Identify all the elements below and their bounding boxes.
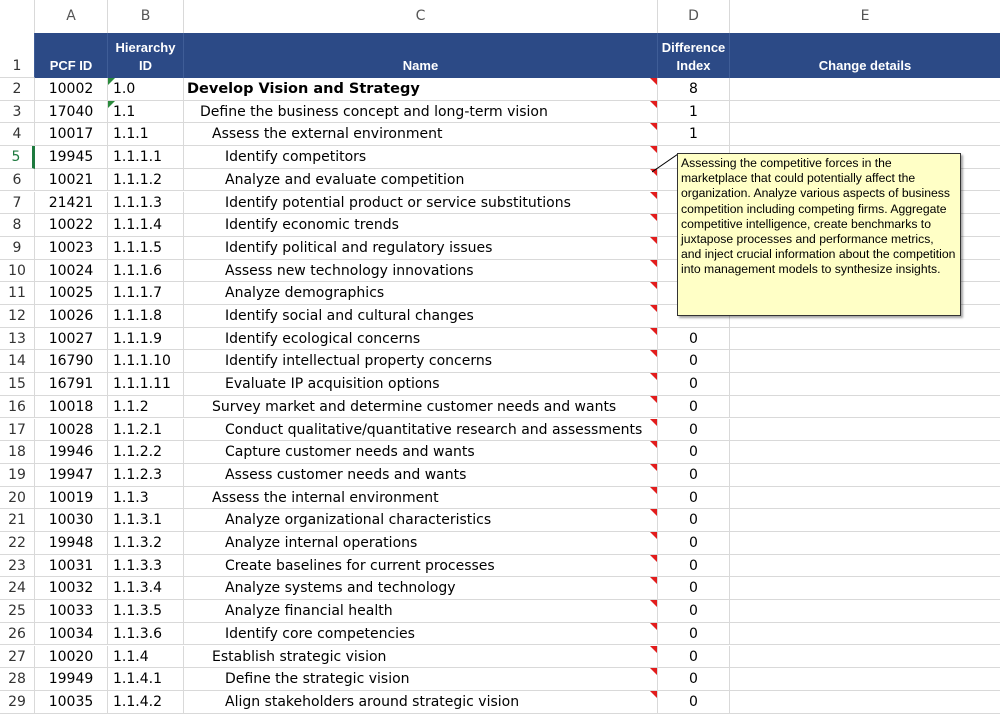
hierarchy-id-text: 1.1.3: [113, 489, 149, 506]
change-details-cell[interactable]: [730, 328, 1000, 351]
hierarchy-id-text: 1.1.1.2: [113, 171, 162, 188]
hierarchy-id-text: 1.1.3.2: [113, 535, 162, 551]
hierarchy-id-text: 1.1.1: [113, 126, 149, 143]
pcf-id-cell[interactable]: 10019: [35, 487, 108, 510]
hierarchy-id-cell[interactable]: [108, 282, 184, 305]
header-change-details[interactable]: Change details: [730, 33, 1000, 78]
comment-indicator-icon[interactable]: [650, 577, 657, 584]
name-text: Develop Vision and Strategy: [187, 81, 420, 97]
hierarchy-id-cell[interactable]: [108, 396, 184, 419]
table-row: [0, 464, 1000, 487]
row-number[interactable]: 18: [0, 441, 35, 464]
pcf-id-cell[interactable]: 19946: [35, 441, 108, 464]
select-all-corner[interactable]: [0, 0, 35, 33]
hierarchy-id-cell[interactable]: [108, 441, 184, 464]
hierarchy-id-text: 1.1.1.11: [113, 376, 171, 393]
name-cell[interactable]: [184, 282, 658, 305]
row-number[interactable]: 17: [0, 419, 35, 442]
table-row: [0, 555, 1000, 578]
name-cell[interactable]: [184, 260, 658, 283]
pcf-id-cell[interactable]: 10027: [35, 328, 108, 351]
row-number[interactable]: 12: [0, 305, 35, 328]
comment-indicator-icon[interactable]: [650, 192, 657, 199]
pcf-id-cell[interactable]: 10020: [35, 646, 108, 669]
pcf-id-cell[interactable]: 10031: [35, 555, 108, 578]
difference-index-cell[interactable]: 8: [658, 78, 730, 101]
row-number[interactable]: 4: [0, 123, 35, 146]
name-text: Identify political and regulatory issues: [225, 239, 493, 256]
comment-indicator-icon[interactable]: [650, 509, 657, 516]
name-cell[interactable]: [184, 123, 658, 146]
row-number[interactable]: 15: [0, 373, 35, 396]
row-number[interactable]: 27: [0, 646, 35, 669]
change-details-cell[interactable]: [730, 600, 1000, 623]
difference-index-cell[interactable]: 0: [658, 328, 730, 351]
pcf-id-cell[interactable]: 10032: [35, 577, 108, 600]
header-pcf-id[interactable]: PCF ID: [35, 33, 108, 78]
change-details-cell[interactable]: [730, 396, 1000, 419]
difference-index-cell[interactable]: 0: [658, 350, 730, 373]
hierarchy-id-text: 1.1.2.1: [113, 421, 162, 438]
comment-indicator-icon[interactable]: [650, 646, 657, 653]
name-text: Analyze organizational characteristics: [225, 512, 492, 529]
pcf-id-cell[interactable]: 10022: [35, 214, 108, 237]
table-row: [0, 123, 1000, 146]
hierarchy-id-text: 1.1.2.2: [113, 444, 162, 461]
row-number[interactable]: 22: [0, 532, 35, 555]
change-details-cell[interactable]: [730, 419, 1000, 442]
name-cell[interactable]: [184, 78, 658, 101]
name-cell[interactable]: [184, 441, 658, 464]
hierarchy-id-cell[interactable]: [108, 668, 184, 691]
change-details-cell[interactable]: [730, 78, 1000, 101]
pcf-id-cell[interactable]: 17040: [35, 101, 108, 124]
hierarchy-id-cell[interactable]: [108, 509, 184, 532]
pcf-id-cell[interactable]: 10017: [35, 123, 108, 146]
change-details-cell[interactable]: [730, 373, 1000, 396]
comment-indicator-icon[interactable]: [650, 396, 657, 403]
change-details-cell[interactable]: [730, 623, 1000, 646]
row-number[interactable]: 5: [0, 146, 35, 169]
change-details-cell[interactable]: [730, 123, 1000, 146]
name-text: Survey market and determine customer needs and wants: [212, 398, 617, 415]
difference-index-cell[interactable]: 1: [658, 101, 730, 124]
table-row: [0, 600, 1000, 623]
hierarchy-id-text: 1.1.4.1: [113, 671, 162, 688]
pcf-id-cell[interactable]: 10026: [35, 305, 108, 328]
hierarchy-id-text: 1.1.1.6: [113, 262, 162, 279]
hierarchy-id-cell[interactable]: [108, 464, 184, 487]
hierarchy-id-cell[interactable]: [108, 101, 184, 124]
name-text: Identify ecological concerns: [225, 330, 421, 347]
header-name[interactable]: Name: [184, 33, 658, 78]
row-number[interactable]: 13: [0, 328, 35, 351]
table-row: [0, 668, 1000, 691]
comment-indicator-icon[interactable]: [650, 78, 657, 85]
hierarchy-id-text: 1.1.3.3: [113, 557, 162, 574]
name-text: Analyze and evaluate competition: [225, 171, 465, 188]
name-text: Assess new technology innovations: [225, 262, 474, 279]
pcf-id-cell[interactable]: 21421: [35, 192, 108, 215]
change-details-cell[interactable]: [730, 487, 1000, 510]
comment-indicator-icon[interactable]: [650, 214, 657, 221]
comment-indicator-icon[interactable]: [650, 282, 657, 289]
name-text: Define the strategic vision: [225, 671, 410, 688]
name-text: Analyze internal operations: [225, 535, 418, 551]
name-cell[interactable]: [184, 623, 658, 646]
name-text: Assess customer needs and wants: [225, 466, 467, 483]
name-text: Conduct qualitative/quantitative research and assessments: [225, 421, 643, 438]
table-row: [0, 577, 1000, 600]
difference-index-cell[interactable]: 0: [658, 373, 730, 396]
hierarchy-id-cell[interactable]: [108, 646, 184, 669]
pcf-id-cell[interactable]: 10035: [35, 691, 108, 714]
difference-index-cell[interactable]: 0: [658, 464, 730, 487]
hierarchy-id-cell[interactable]: [108, 532, 184, 555]
difference-index-cell[interactable]: 0: [658, 532, 730, 555]
name-cell[interactable]: [184, 350, 658, 373]
change-details-cell[interactable]: [730, 668, 1000, 691]
comment-indicator-icon[interactable]: [650, 328, 657, 335]
table-row: [0, 691, 1000, 714]
pcf-id-cell[interactable]: 10021: [35, 169, 108, 192]
change-details-cell[interactable]: [730, 577, 1000, 600]
change-details-cell[interactable]: [730, 646, 1000, 669]
comment-indicator-icon[interactable]: [650, 668, 657, 675]
table-row: [0, 646, 1000, 669]
table-row: [0, 441, 1000, 464]
change-details-cell[interactable]: [730, 101, 1000, 124]
hierarchy-id-text: 1.1.1.5: [113, 239, 162, 256]
name-text: Analyze demographics: [225, 285, 385, 302]
pcf-id-cell[interactable]: 10025: [35, 282, 108, 305]
name-cell[interactable]: [184, 305, 658, 328]
difference-index-cell[interactable]: 0: [658, 487, 730, 510]
header-hierarchy-id[interactable]: Hierarchy ID: [108, 33, 184, 78]
row-number[interactable]: 10: [0, 260, 35, 283]
hierarchy-id-text: 1.1.3.1: [113, 512, 162, 529]
comment-indicator-icon[interactable]: [650, 691, 657, 698]
name-text: Align stakeholders around strategic vision: [225, 693, 520, 710]
hierarchy-id-cell[interactable]: [108, 260, 184, 283]
hierarchy-id-text: 1.1.1.7: [113, 285, 162, 302]
name-text: Identify competitors: [225, 149, 367, 166]
name-text: Define the business concept and long-term vision: [200, 103, 548, 120]
change-details-cell[interactable]: [730, 691, 1000, 714]
name-text: Identify social and cultural changes: [225, 308, 474, 324]
change-details-cell[interactable]: [730, 441, 1000, 464]
hierarchy-id-text: 1.1.1.4: [113, 217, 162, 234]
comment-indicator-icon[interactable]: [650, 419, 657, 426]
row-number[interactable]: 14: [0, 350, 35, 373]
hierarchy-id-text: 1.1.1.8: [113, 308, 162, 324]
table-row: [0, 419, 1000, 442]
comment-indicator-icon[interactable]: [650, 146, 657, 153]
pcf-id-cell[interactable]: 19947: [35, 464, 108, 487]
hierarchy-id-cell[interactable]: [108, 146, 184, 169]
name-cell[interactable]: [184, 691, 658, 714]
name-text: Assess the external environment: [212, 126, 443, 143]
difference-index-cell[interactable]: 0: [658, 577, 730, 600]
hierarchy-id-cell[interactable]: [108, 600, 184, 623]
difference-index-cell[interactable]: 0: [658, 646, 730, 669]
difference-index-cell[interactable]: 0: [658, 396, 730, 419]
comment-indicator-icon[interactable]: [650, 350, 657, 357]
name-cell[interactable]: [184, 487, 658, 510]
comment-indicator-icon[interactable]: [650, 464, 657, 471]
hierarchy-id-text: 1.1.1.9: [113, 330, 162, 347]
hierarchy-id-text: 1.1: [113, 103, 136, 120]
pcf-id-cell[interactable]: 10023: [35, 237, 108, 260]
name-cell[interactable]: [184, 328, 658, 351]
name-cell[interactable]: [184, 532, 658, 555]
hierarchy-id-cell[interactable]: [108, 237, 184, 260]
pcf-id-cell[interactable]: 10028: [35, 419, 108, 442]
pcf-id-cell[interactable]: 10033: [35, 600, 108, 623]
hierarchy-id-text: 1.1.3.6: [113, 625, 162, 642]
row-number[interactable]: 29: [0, 691, 35, 714]
name-cell[interactable]: [184, 192, 658, 215]
hierarchy-id-cell[interactable]: [108, 487, 184, 510]
name-cell[interactable]: [184, 146, 658, 169]
name-text: Identify economic trends: [225, 217, 399, 234]
difference-index-cell[interactable]: 0: [658, 600, 730, 623]
hierarchy-id-cell[interactable]: [108, 691, 184, 714]
name-cell[interactable]: [184, 668, 658, 691]
comment-indicator-icon[interactable]: [650, 237, 657, 244]
name-text: Evaluate IP acquisition options: [225, 376, 440, 393]
name-text: Identify potential product or service substitutions: [225, 194, 571, 211]
comment-indicator-icon[interactable]: [650, 169, 657, 176]
hierarchy-id-text: 1.1.4.2: [113, 693, 162, 710]
comment-indicator-icon[interactable]: [650, 555, 657, 562]
hierarchy-id-text: 1.0: [113, 81, 136, 97]
row-number[interactable]: 16: [0, 396, 35, 419]
row-number[interactable]: 19: [0, 464, 35, 487]
change-details-cell[interactable]: [730, 464, 1000, 487]
column-header-c[interactable]: C: [184, 0, 658, 33]
hierarchy-id-cell[interactable]: [108, 328, 184, 351]
pcf-id-cell[interactable]: 10024: [35, 260, 108, 283]
hierarchy-id-text: 1.1.2: [113, 398, 149, 415]
hierarchy-id-text: 1.1.1.3: [113, 194, 162, 211]
column-header-bar: [0, 0, 1000, 34]
column-header-d[interactable]: D: [658, 0, 730, 33]
hierarchy-id-text: 1.1.3.5: [113, 603, 162, 620]
name-cell[interactable]: [184, 169, 658, 192]
table-row: [0, 373, 1000, 396]
hierarchy-id-cell[interactable]: [108, 169, 184, 192]
difference-index-cell[interactable]: 0: [658, 691, 730, 714]
difference-index-cell[interactable]: 0: [658, 441, 730, 464]
row-number[interactable]: 24: [0, 577, 35, 600]
change-details-cell[interactable]: [730, 532, 1000, 555]
name-text: Analyze systems and technology: [225, 580, 456, 597]
difference-index-cell[interactable]: 0: [658, 623, 730, 646]
pcf-id-cell[interactable]: 16790: [35, 350, 108, 373]
column-header-a[interactable]: A: [35, 0, 108, 33]
column-header-b[interactable]: B: [108, 0, 184, 33]
header-difference-index[interactable]: Difference Index: [658, 33, 730, 78]
hierarchy-id-cell[interactable]: [108, 623, 184, 646]
header-row: [0, 33, 1000, 78]
pcf-id-cell[interactable]: 10002: [35, 78, 108, 101]
hierarchy-id-cell[interactable]: [108, 123, 184, 146]
comment-indicator-icon[interactable]: [650, 101, 657, 108]
name-text: Establish strategic vision: [212, 648, 387, 665]
pcf-id-cell[interactable]: 10030: [35, 509, 108, 532]
hierarchy-id-cell[interactable]: [108, 78, 184, 101]
column-header-e[interactable]: E: [860, 8, 870, 24]
pcf-id-cell[interactable]: 16791: [35, 373, 108, 396]
hierarchy-id-text: 1.1.4: [113, 648, 149, 665]
name-cell[interactable]: [184, 600, 658, 623]
name-cell[interactable]: [184, 396, 658, 419]
name-cell[interactable]: [184, 577, 658, 600]
comment-indicator-icon[interactable]: [650, 441, 657, 448]
hierarchy-id-cell[interactable]: [108, 350, 184, 373]
row-number[interactable]: 26: [0, 623, 35, 646]
comment-indicator-icon[interactable]: [650, 373, 657, 380]
pcf-id-cell[interactable]: 10018: [35, 396, 108, 419]
comment-indicator-icon[interactable]: [650, 260, 657, 267]
name-text: Create baselines for current processes: [225, 557, 495, 574]
cell-comment-popup: Assessing the competitive forces in the marketplace that could potentially affect the organization. Analyze various aspects of business competition including competing firms. Aggregate competitive intelligence, create benchmarks to juxtapose processes and performance metrics, and inject crucial information about the competition into management models to synthesize insights.: [677, 153, 961, 316]
comment-indicator-icon[interactable]: [650, 600, 657, 607]
row-number[interactable]: 20: [0, 487, 35, 510]
name-cell[interactable]: [184, 373, 658, 396]
change-details-cell[interactable]: [730, 555, 1000, 578]
difference-index-cell[interactable]: 1: [658, 123, 730, 146]
row-number[interactable]: 21: [0, 509, 35, 532]
table-row: [0, 78, 1000, 101]
comment-indicator-icon[interactable]: [650, 532, 657, 539]
hierarchy-id-cell[interactable]: [108, 373, 184, 396]
difference-index-cell[interactable]: 0: [658, 509, 730, 532]
pcf-id-cell[interactable]: 19948: [35, 532, 108, 555]
name-cell[interactable]: [184, 214, 658, 237]
name-text: Analyze financial health: [225, 603, 393, 620]
table-row: [0, 532, 1000, 555]
name-cell[interactable]: [184, 509, 658, 532]
table-row: [0, 509, 1000, 532]
hierarchy-id-text: 1.1.1.10: [113, 353, 171, 370]
name-text: Capture customer needs and wants: [225, 444, 475, 461]
change-details-cell[interactable]: [730, 350, 1000, 373]
table-row: [0, 328, 1000, 351]
hierarchy-id-cell[interactable]: [108, 192, 184, 215]
row-number[interactable]: 11: [0, 282, 35, 305]
pcf-id-cell[interactable]: 10034: [35, 623, 108, 646]
row-number[interactable]: 25: [0, 600, 35, 623]
name-cell[interactable]: [184, 101, 658, 124]
green-flag-icon: [108, 101, 115, 108]
name-text: Identify intellectual property concerns: [225, 353, 493, 370]
name-cell[interactable]: [184, 646, 658, 669]
comment-indicator-icon[interactable]: [650, 623, 657, 630]
row-number[interactable]: 2: [0, 78, 35, 101]
name-cell[interactable]: [184, 464, 658, 487]
hierarchy-id-cell[interactable]: [108, 305, 184, 328]
name-cell[interactable]: [184, 237, 658, 260]
name-cell[interactable]: [184, 555, 658, 578]
comment-indicator-icon[interactable]: [650, 487, 657, 494]
hierarchy-id-cell[interactable]: [108, 214, 184, 237]
hierarchy-id-cell[interactable]: [108, 577, 184, 600]
table-row: [0, 623, 1000, 646]
table-row: [0, 396, 1000, 419]
row-number[interactable]: 6: [0, 169, 35, 192]
table-row: [0, 350, 1000, 373]
pcf-id-cell[interactable]: 19945: [35, 146, 108, 169]
hierarchy-id-text: 1.1.3.4: [113, 580, 162, 597]
row-number[interactable]: 28: [0, 668, 35, 691]
row-number[interactable]: 7: [0, 192, 35, 215]
change-details-cell[interactable]: [730, 509, 1000, 532]
comment-indicator-icon[interactable]: [650, 123, 657, 130]
difference-index-cell[interactable]: 0: [658, 555, 730, 578]
pcf-id-cell[interactable]: 19949: [35, 668, 108, 691]
row-number[interactable]: 1: [0, 33, 35, 78]
difference-index-cell[interactable]: 0: [658, 668, 730, 691]
table-row: [0, 101, 1000, 124]
hierarchy-id-text: 1.1.1.1: [113, 149, 162, 166]
comment-indicator-icon[interactable]: [650, 305, 657, 312]
row-number[interactable]: 23: [0, 555, 35, 578]
name-text: Identify core competencies: [225, 625, 415, 642]
row-number[interactable]: 8: [0, 214, 35, 237]
name-cell[interactable]: [184, 419, 658, 442]
hierarchy-id-cell[interactable]: [108, 419, 184, 442]
difference-index-cell[interactable]: 0: [658, 419, 730, 442]
hierarchy-id-text: 1.1.2.3: [113, 466, 162, 483]
row-number[interactable]: 9: [0, 237, 35, 260]
hierarchy-id-cell[interactable]: [108, 555, 184, 578]
row-number[interactable]: 3: [0, 101, 35, 124]
table-row: [0, 487, 1000, 510]
name-text: Assess the internal environment: [212, 489, 439, 506]
green-flag-icon: [108, 78, 115, 85]
